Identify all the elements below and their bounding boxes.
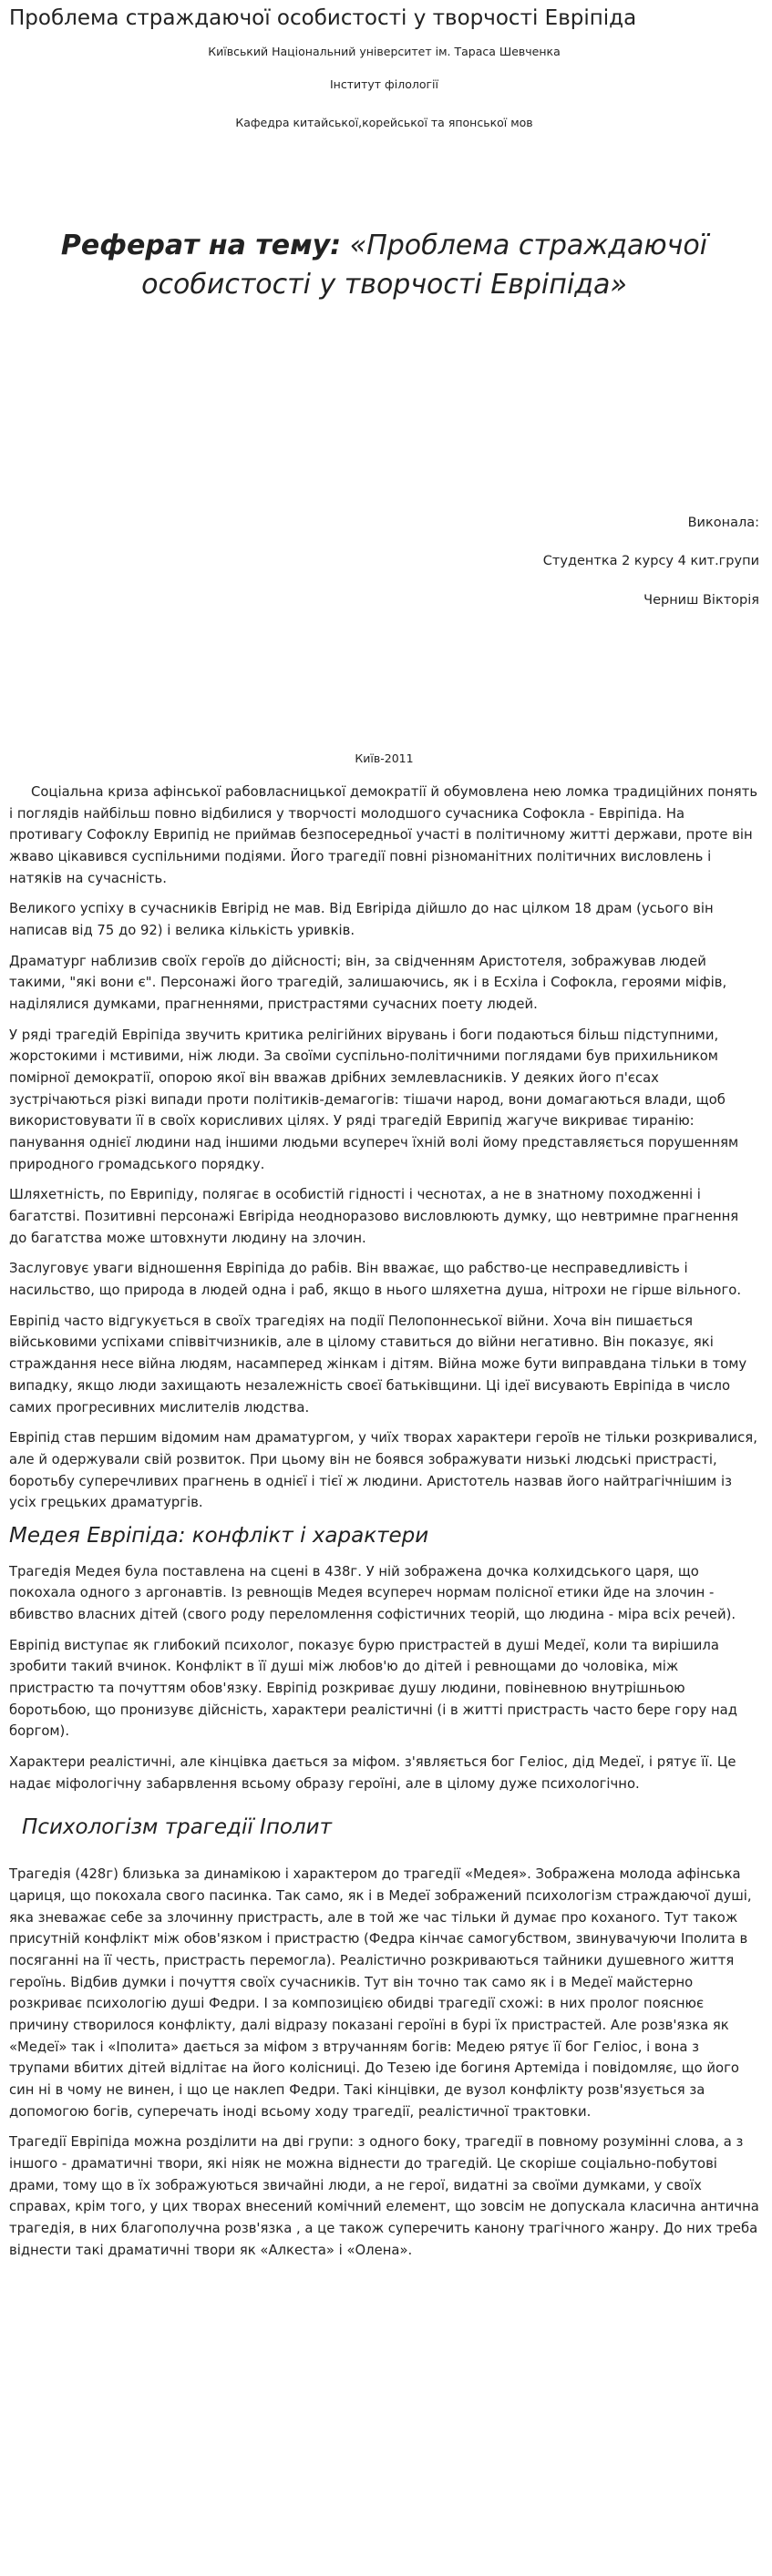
university-name: Київський Національний університет ім. Тараса Шевченка: [208, 44, 561, 58]
paragraph: Соціальна криза афінської рабовласницької демократії й обумовлена нею ломка традиційних понять і поглядів найбільш повно відбилися у творчості молодшого сучасника Софокла - Евріпіда. На противагу Софоклу Еврипід не приймав безпосередньої участі в політичному житті держави, проте він жваво цікавився суспільними подіями. Його трагедії повні різноманітних політичних висловлень і натяків на сучасність.: [9, 784, 758, 886]
referat-prefix: Реферат на тему:: [60, 229, 342, 261]
paragraph: Трагедія (428г) близька за динамікою і характером до трагедії «Медея». Зображена молода афінська цариця, що покохала свого пасинка. Так само, як і в Медеї зображений психологізм страждаючої душі, яка зневажає себе за злочинну пристрасть, але в той же час тільки й думає про коханого. Тут також присутній конфлікт між обов'язком і пристрастю (Федра кінчає самогубством, звинувачуючи Іполита в посяганні на її честь, пристрасть перемогла). Реалістично розкриваються тайники душевного життя героїнь. Відбив думки і почуття своїх сучасників. Тут він точно так само як і в Медеї майстерно розкриває психологію душі Федри. І за композицією обидві трагедії схожі: в них пролог пояснює причину створилося конфлікту, далі відразу показані героїні в бурі їх пристрастей. Але розв'язка як «Медеї» так і «Іполита» дається за міфом з втручанням богів: Медею рятує її бог Геліос, і вона з трупами вбитих дітей відлітає на його колісниці. До Тезею іде богиня Артеміда і повідомляє, що його син ні в чому не винен, і що це наклеп Федри. Такі кінцівки, де вузол конфлікту розв'язується за допомогою богів, суперечать іноді всьому ходу трагедії, реалістичної трактовки.: [9, 1866, 752, 2120]
paragraph: Шляхетність, по Еврипіду, полягає в особистій гідності і чеснотах, а не в знатному походженні і багатстві. Позитивні персонажі Евripіда неодноразово висловлюють думку, що невтримне прагнення до багатства може штовхнути людину на злочин.: [9, 1187, 739, 1246]
author-name: Черниш Вікторія: [643, 593, 759, 608]
paragraph: Евріпід став першим відомим нам драматургом, у чиїх творах характери героїв не тільки розкривалися, але й одержували свій розвиток. При цьому він не боявся зображувати низькі людські пристрасті, боротьбу суперечливих прагнень в однієї і тієї ж людини. Аристотель назвав його найтрагічнішим із усіх грецьких драматургів.: [9, 1430, 757, 1511]
paragraph: Характери реалістичні, але кінцівка дається за міфом. з'являється бог Геліос, дід Медеї, і рятує її. Це надає міфологічну забарвлення всьому образу героїні, але в цілому дуже психологічно.: [9, 1754, 736, 1792]
author-label: Виконала:: [687, 515, 759, 530]
paragraph: Драматург наблизив своїх героїв до дійсності; він, за свідченням Аристотеля, зображував людей такими, "які вони є". Персонажі його трагедій, залишаючись, як і в Есхіла і Софокла, героями міфів, наділялися думками, прагненнями, пристрастями сучасних поету людей.: [9, 953, 727, 1013]
institute-name: Інститут філології: [329, 77, 439, 91]
section-heading-medea: Медея Евріпіда: конфлікт і характери: [9, 1523, 429, 1548]
author-role: Студентка 2 курсу 4 кит.групи: [542, 554, 759, 569]
paragraph: Трагедія Медея була поставлена на сцені в 438г. У ній зображена дочка колхидського царя, що покохала одного з аргонавтів. Із ревнощів Медея всупереч нормам полісної етики йде на злочин - вбивство власних дітей (свого роду переломлення софістичних теорій, що людина - міра всіх речей).: [9, 1563, 736, 1623]
page-title: Проблема страждаючої особистості у творчості Евріпіда: [9, 6, 637, 30]
paragraph: Еврiпід часто відгукується в своїх трагедіях на події Пелопоннеської війни. Хоча він пишається військовими успіхами співвітчизників, але в цілому ставиться до війни негативно. Він показує, які страждання несе війна людям, насамперед жінкам і дітям. Війна може бути виправдана тільки в тому випадку, якщо люди захищають незалежність своєї батьківщини. Ці ідеї висувають Евріпіда в число самих прогресивних мислителів людства.: [9, 1313, 747, 1416]
referat-topic: «Проблема страждаючої особистості у творчості Евріпіда»: [141, 229, 708, 301]
referat-title: [57, 226, 713, 305]
paragraph: Трагедії Евріпіда можна розділити на дві групи: з одного боку, трагедії в повному розумінні слова, а з іншого - драматичні твори, які ніяк не можна віднести до трагедій. Це скоріше соціально-побутові драми, тому що в їх зображуються звичайні люди, а не герої, видатні за своїми думками, у своїх справах, крім того, у цих творах внесений комічний елемент, що зовсім не допускала класична антична трагедія, в них благополучна розв'язка , а це також суперечить канону трагічного жанру. До них треба віднести такі драматичні твори як «Алкеста» і «Олена».: [9, 2134, 759, 2258]
paragraph: У ряді трагедій Евріпіда звучить критика релігійних вірувань і боги подаються більш підступними, жорстокими і мстивими, ніж люди. За своїми суспільно-політичними поглядами був прихильником помірної демократії, опорою якої він вважав дрібних землевласників. У деяких його п'єсах зустрічаються різкі випади проти політиків-демагогів: тішачи народ, вони домагаються влади, щоб використовувати її в своїх корисливих цілях. У ряді трагедій Еврипід жагуче викриває тиранію: панування однієї людини над іншими людьми всупереч їхній волі йому представляється порушенням природного громадського порядку.: [9, 1027, 739, 1172]
city-year: Київ-2011: [355, 751, 414, 766]
paragraph: Великого успіху в сучасників Евripід не мав. Від Евripіда дійшло до нас цілком 18 драм (усього він написав від 75 до 92) і велика кількість уривків.: [9, 901, 714, 939]
paragraph: Евріпід виступає як глибокий психолог, показує бурю пристрастей в душі Медеї, коли та вирішила зробити такий вчинок. Конфлікт в її душі між любов'ю до дітей і ревнощами до чоловіка, між пристрастю та почуттям обов'язку. Евріпід розкриває душу людини, повіневною внутрішньою боротьбою, що пронизувє дійсність, характери реалістичні (і в житті пристрасть часто бере гору над боргом).: [9, 1637, 737, 1740]
department-name: Кафедра китайської,корейської та японської мов: [235, 116, 533, 130]
paragraph: Заслуговує уваги відношення Евріпіда до рабів. Він вважає, що рабство-це несправедливість і насильство, що природа в людей одна і раб, якщо в нього шляхетна душа, нітрохи не гірше вільного.: [9, 1261, 742, 1299]
section-heading-ipolit: Психологізм трагедії Іполит: [22, 1815, 332, 1840]
